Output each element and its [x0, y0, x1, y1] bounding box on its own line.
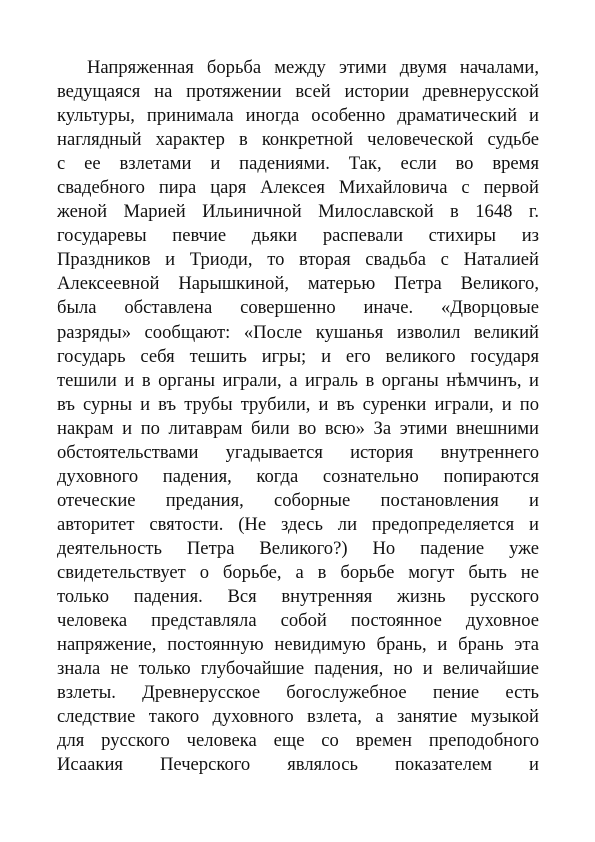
- paragraph-line: обстоятельствами угадывается история внутреннего: [57, 441, 539, 463]
- paragraph-line: для русского человека еще со времен преподобного: [57, 730, 539, 752]
- paragraph-line: Праздников и Триоди, то вторая свадьба с Наталией: [57, 249, 539, 271]
- body-paragraph: [57, 56, 539, 777]
- paragraph-line: Исаакия Печерского являлось показателем и: [57, 754, 539, 776]
- paragraph-line: тешили и в органы играли, а играль в органы нѣмчинъ, и: [57, 369, 539, 391]
- paragraph-line: ведущаяся на протяжении всей истории древнерусской: [57, 81, 539, 103]
- paragraph-line: напряжение, постоянную невидимую брань, и брань эта: [57, 634, 539, 656]
- paragraph-line: женой Марией Ильиничной Милославской в 1648 г.: [57, 201, 539, 223]
- paragraph-line: государевы певчие дьяки распевали стихиры из: [57, 225, 539, 247]
- paragraph-line: с ее взлетами и падениями. Так, если во время: [57, 153, 539, 175]
- paragraph-line: свидетельствует о борьбе, а в борьбе могут быть не: [57, 561, 539, 583]
- paragraph-line: наглядный характер в конкретной человеческой судьбе: [57, 129, 539, 151]
- paragraph-line: взлеты. Древнерусское богослужебное пение есть: [57, 682, 539, 704]
- paragraph-line: только падения. Вся внутренняя жизнь русского: [57, 586, 539, 608]
- paragraph-line: следствие такого духовного взлета, а занятие музыкой: [57, 706, 539, 728]
- paragraph-line: накрам и по литаврам били во всю» За этими внешними: [57, 417, 539, 439]
- paragraph-line: Напряженная борьба между этими двумя началами,: [87, 57, 539, 78]
- paragraph-line: свадебного пира царя Алексея Михайловича с первой: [57, 177, 539, 199]
- paragraph-line: духовного падения, когда сознательно попираются: [57, 465, 539, 487]
- paragraph-line: въ сурны и въ трубы трубили, и въ суренки играли, и по: [57, 393, 539, 415]
- paragraph-line: государь себя тешить игры; и его великого государя: [57, 345, 539, 367]
- paragraph-line: Алексеевной Нарышкиной, матерью Петра Великого,: [57, 273, 539, 295]
- paragraph-line: разряды» сообщают: «После кушанья изволил великий: [57, 321, 539, 343]
- paragraph-line: отеческие предания, соборные постановления и: [57, 489, 539, 511]
- paragraph-line: была обставлена совершенно иначе. «Дворцовые: [57, 297, 539, 319]
- paragraph-line: знала не только глубочайшие падения, но и величайшие: [57, 658, 539, 680]
- paragraph-line: культуры, принимала иногда особенно драматический и: [57, 105, 539, 127]
- paragraph-line: авторитет святости. (Не здесь ли предопределяется и: [57, 513, 539, 535]
- paragraph-line: деятельность Петра Великого?) Но падение уже: [57, 537, 539, 559]
- paragraph-line: человека представляла собой постоянное духовное: [57, 610, 539, 632]
